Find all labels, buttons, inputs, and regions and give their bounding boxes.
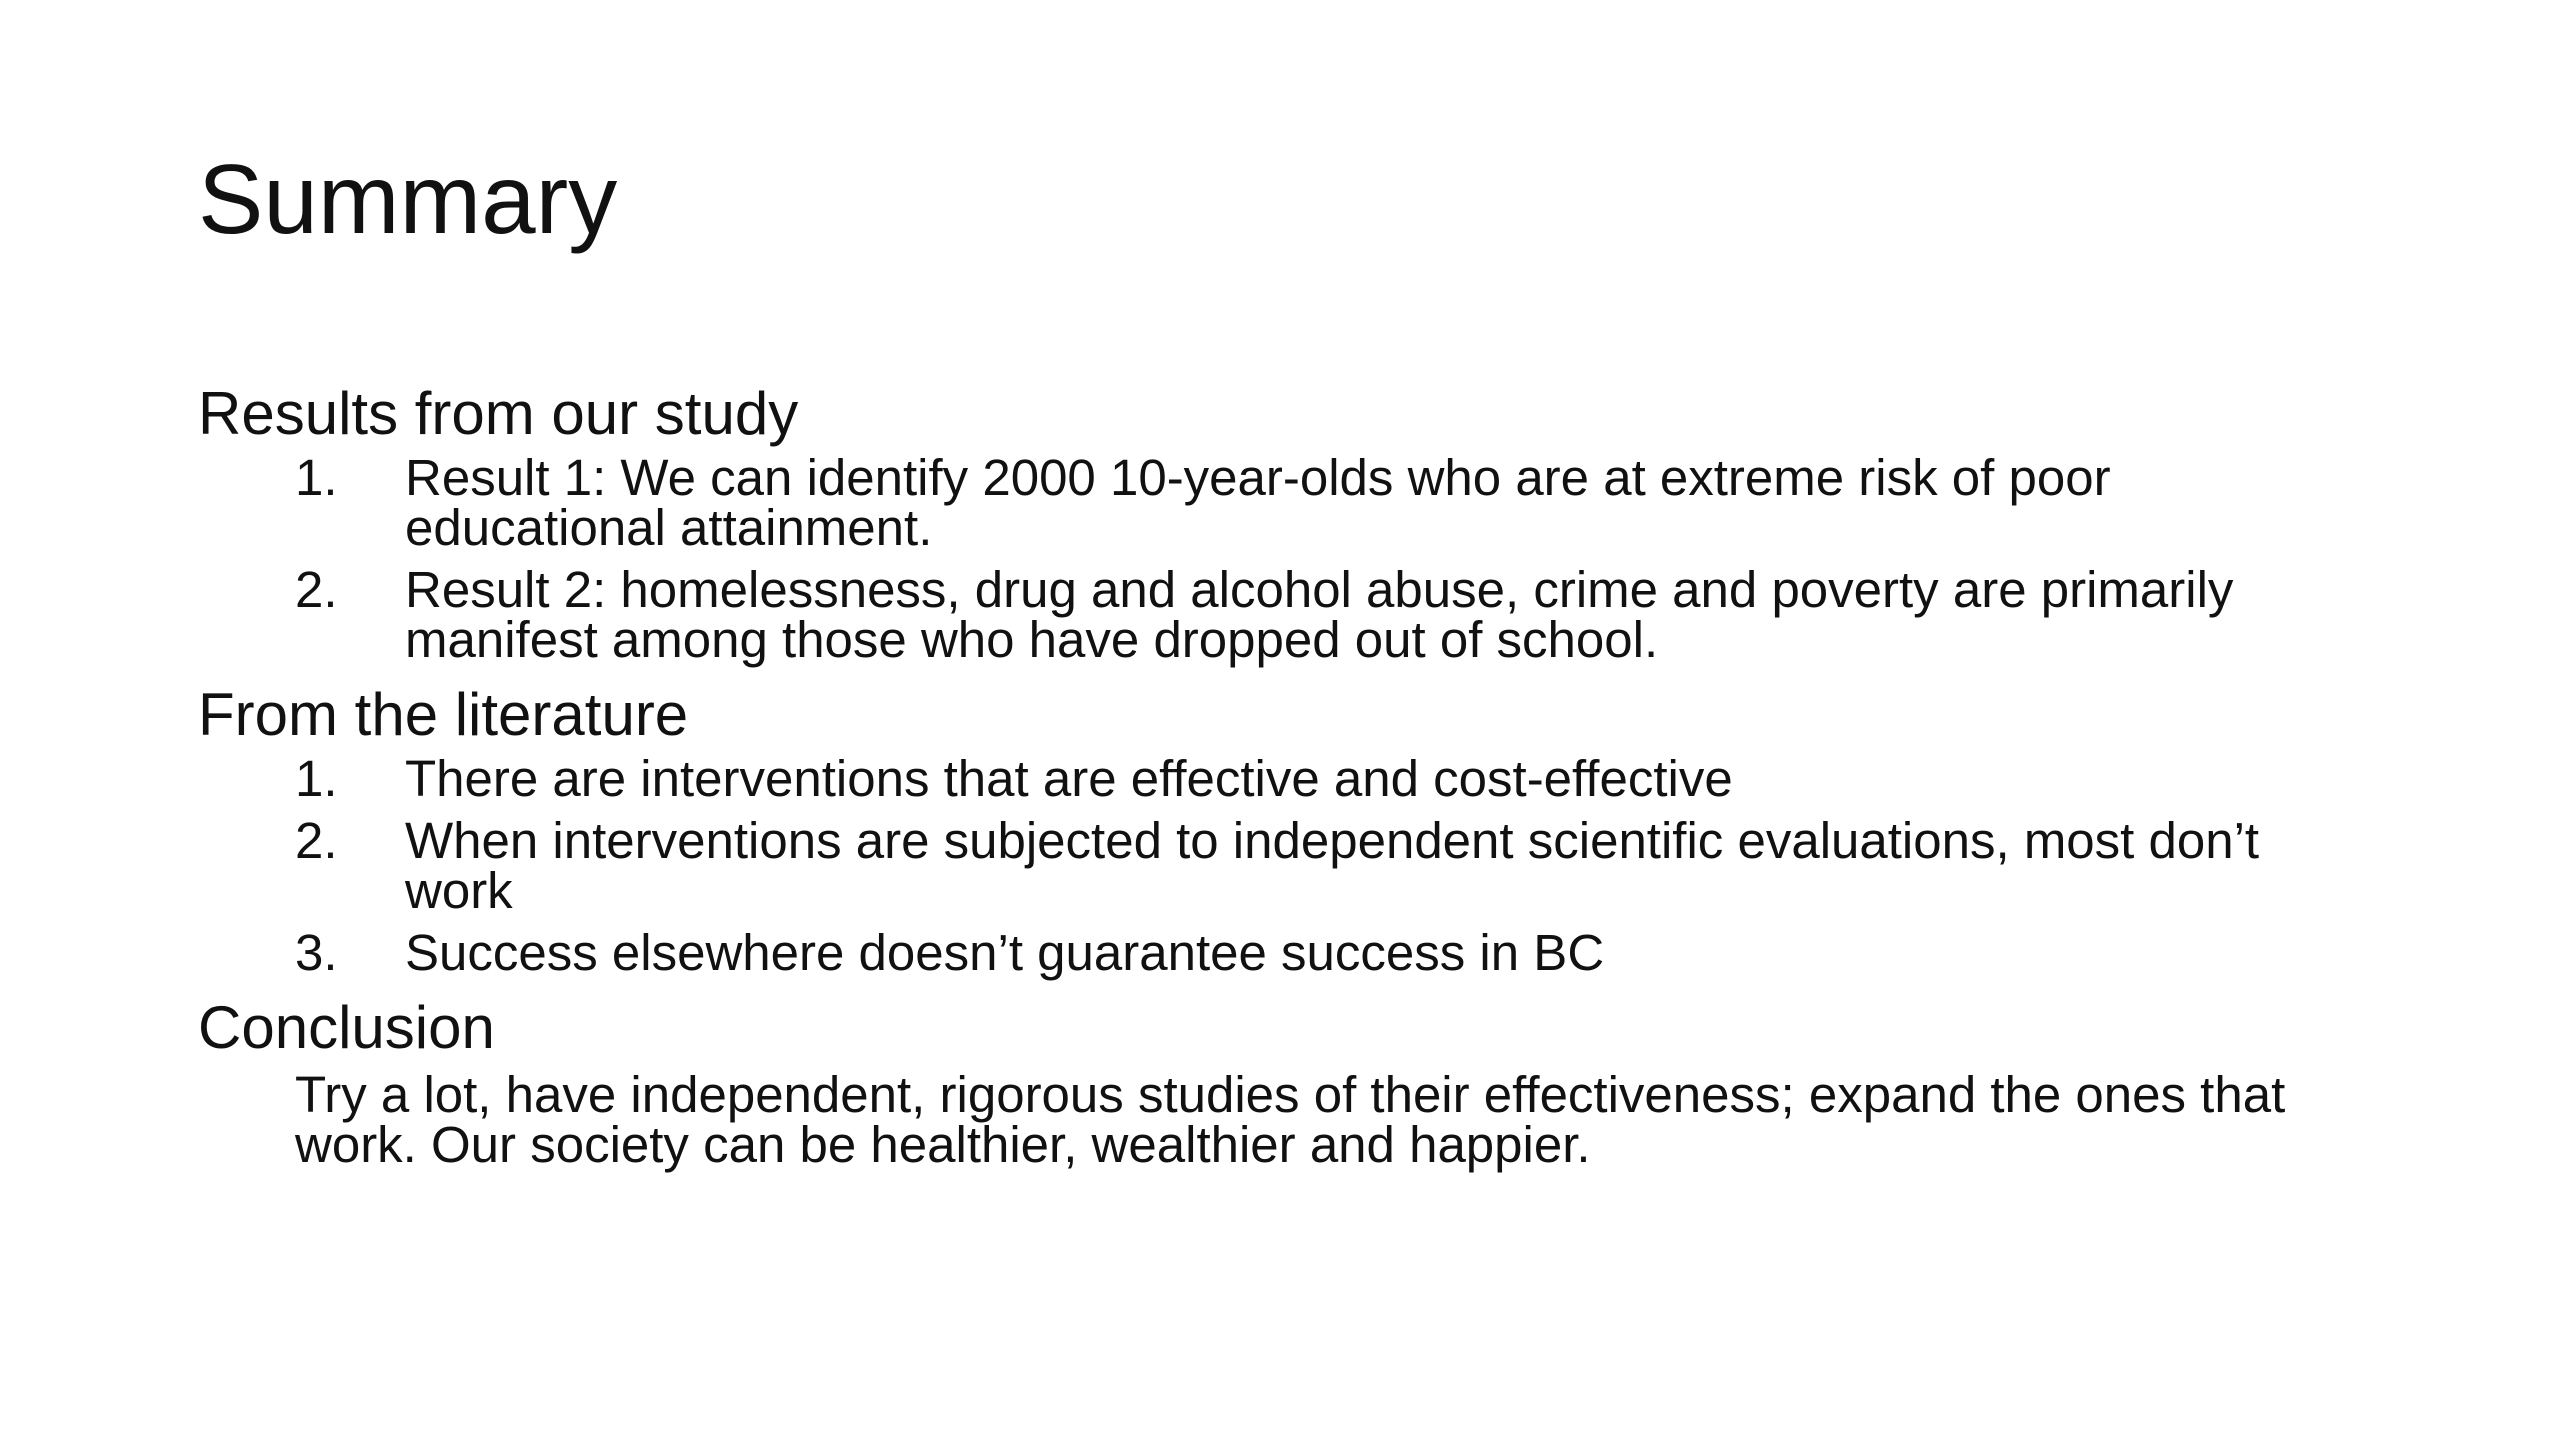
list-item	[198, 924, 2378, 982]
section-literature	[198, 681, 2378, 982]
literature-list	[198, 750, 2378, 982]
section-heading-conclusion: Conclusion	[198, 994, 495, 1062]
section-heading-literature: From the literature	[198, 681, 689, 749]
list-item-number: 2.	[295, 812, 338, 870]
list-item-text: Result 1: We can identify 2000 10-year-olds who are at extreme risk of poor educational attainment.	[405, 449, 2111, 557]
list-item-number: 2.	[295, 561, 338, 619]
results-list	[198, 449, 2378, 669]
section-heading-results: Results from our study	[198, 380, 799, 447]
list-item	[198, 812, 2378, 920]
conclusion-text: Try a lot, have independent, rigorous studies of their effectiveness; expand the ones that work. Our society can be healthier, wealthier and happier.	[295, 1065, 2286, 1173]
list-item-number: 1.	[295, 750, 338, 808]
slide-content	[198, 380, 2378, 1173]
list-item-number: 1.	[295, 449, 338, 507]
list-item	[198, 449, 2378, 557]
section-conclusion	[198, 994, 2378, 1173]
list-item-text: When interventions are subjected to independent scientific evaluations, most don’t work	[405, 812, 2260, 920]
section-results	[198, 380, 2378, 669]
list-item-text: Result 2: homelessness, drug and alcohol abuse, crime and poverty are primarily manifest among those who have dropped out of school.	[405, 561, 2234, 669]
list-item	[198, 750, 2378, 808]
list-item-number: 3.	[295, 924, 338, 982]
list-item	[198, 561, 2378, 669]
slide-title: Summary	[198, 144, 618, 254]
list-item-text: There are interventions that are effective and cost-effective	[405, 750, 1733, 808]
list-item-text: Success elsewhere doesn’t guarantee success in BC	[405, 924, 1605, 982]
